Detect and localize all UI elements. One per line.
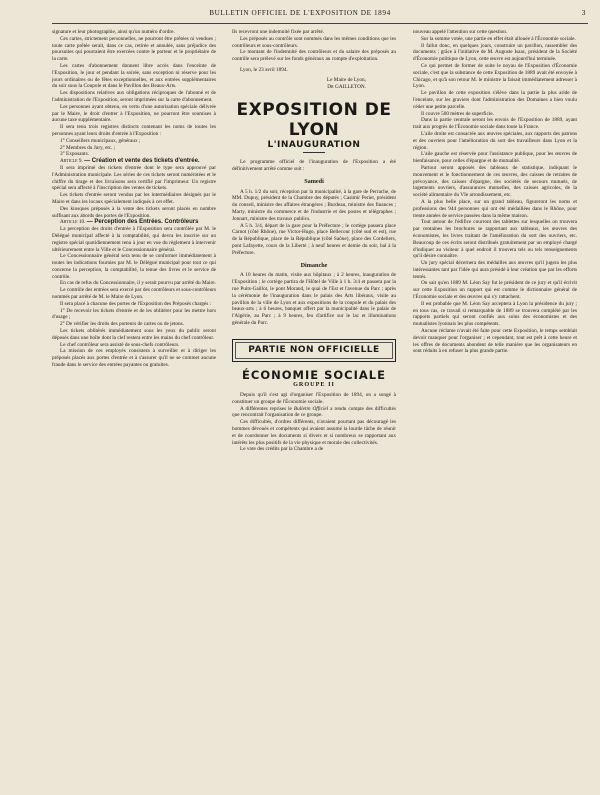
paragraph: nouveau appelé l'attention sur cette question. [413, 29, 508, 35]
section-title-economie: ÉCONOMIE SOCIALE [242, 367, 386, 382]
column-left [52, 29, 216, 789]
paragraph: Partout seront apposés des tableaux de statistique, indiquant le mouvement et le fonctionnement de ces œuvres, des caisses de retraites de prévoyance, des caisses d'épargne, des sociétés de secours mutuels, de logements ouvriers, d'assurances mutuelles, des caisses agricoles, de la société alimentaire du VIe arrondissement, etc. [413, 164, 577, 199]
signature-name: Dr GAILLETON. [327, 83, 366, 90]
paragraph: A 5 h. 3/4, départ de la gare pour la Préfecture ; le cortège passera place Carnot (côté Rhône), rue Victor-Hugo, place Bellecour (côté sud et est), rue de la République, place de la République (côté Saône), place des Cordeliers, pont Lafayette, cours de la Liberté ; à neuf heures et demie du soir, bal à la Préfecture. [232, 222, 396, 256]
paragraph: Sur la somme votée, une partie en effet était allouée à l'Économie sociale. [421, 35, 576, 42]
divider [303, 152, 325, 153]
column-middle [232, 29, 396, 789]
paragraph: Le Concessionnaire général sera tenu de se conformer immédiatement à toutes les indications fournies par M. le Délégué municipal pour tout ce qui concerne la perception, la comptabilité, la tenue des livres et le service de contrôle. [52, 253, 216, 280]
paragraph: Les cartes d'abonnement donnent libre accès dans l'enceinte de l'Exposition, le jour et pendant la soirée, sans exception ni réserve pour les jours ordinaires ou de fêtes exceptionnelles, et aux entrées supplémentaires du soir sous la Coupole et dans le Pavillon des Beaux-Arts. [52, 62, 216, 90]
paragraph: A 5 h. 1/2 du soir, réception par la municipalité, à la gare de Perrache, de MM. Dupuy, président de la Chambre des députés ; Casimir Perier, président du conseil, ministre des affaires étrangères ; Burdeau, ministre des finances ; Marty, ministre du commerce et de l'industrie et des postes et télégraphes ; Jonnart, ministre des travaux publics. [232, 188, 396, 222]
decree-date: Lyon, le 23 avril 1894. [240, 66, 288, 73]
paragraph: L'aile gauche est réservée pour l'assistance publique, pour les œuvres de bienfaisance, pour celles d'épargne et de mutualité. [413, 151, 577, 165]
article-label: Article 10. [60, 219, 86, 226]
paragraph: Le programme officiel de l'inauguration de l'Exposition a été définitivement arrêté comme suit : [232, 159, 396, 172]
article-title: — Perception des Entrées. Contrôleurs [86, 219, 199, 226]
article-heading [52, 219, 216, 226]
paragraph: Les tickets oblitérés immédiatement sous les yeux du public seront déposés dans une boîte dont la clef restera entre les mains du chef contrôleur. [52, 328, 216, 341]
paragraph: Le contrôle des entrées sera exercé par des contrôleurs et sous-contrôleurs nommés par arrêté de M. le Maire de Lyon. [52, 287, 216, 301]
section-subtitle-inauguration: L'INAUGURATION [267, 140, 361, 151]
paragraph: Ces difficultés, d'ordres différents, n'avaient pourtant pas découragé les hommes dévoués et compétents qui avaient assumé la lourde tâche de réunir et de coordonner les documents si divers et si nombreux se rapportant aux intérêts les plus positifs de la vie physique et morale des collectivités. [232, 419, 396, 446]
article-heading [52, 158, 216, 165]
paragraph: 1° De recevoir les tickets d'entrée et de les oblitérer pour les mettre hors d'usage ; [52, 307, 216, 321]
section-title-exposition: EXPOSITION DE LYON [236, 100, 392, 141]
paragraph: Il couvre 500 mètres de superficie. [421, 110, 494, 117]
paragraph: On sait qu'en 1889 M. Léon Say fut le président de ce jury et qu'il écrivit sur cette Exposition un rapport qui est comme le dictionnaire général de l'Économie sociale et des œuvres qui s'y rattachent. [413, 280, 577, 301]
list-item: 1° Conseillers municipaux, généraux ; [60, 137, 141, 144]
paragraph: L'aile droite est consacrée aux œuvres spéciales, aux rapports des patrons et des ouvriers pour l'amélioration du sort des travailleurs dans Lyon et la région. [413, 130, 577, 151]
paragraph: Le vote des crédits par la Chambre a de [240, 446, 324, 453]
paragraph: Ces cartes, strictement personnelles, ne pourront être prêtées ni vendues ; toute carte prêtée serait, dans ce cas, retirée et annulée, sans préjudice des poursuites qui pourraient être exercées contre le porteur et le propriétaire de la carte. [52, 35, 216, 63]
article-label: Article 9. [60, 158, 83, 165]
paragraph: Ils recevront une indemnité fixée par arrêté. [232, 29, 324, 35]
paragraph: A la plus belle place, sur un grand tableau, figureront les noms et professions des 944 personnes qui ont été médaillées dans le Rhône, pour trente années de service passées dans la même maison. [413, 198, 577, 219]
paragraph: Les dispositions relatives aux obligations réciproques de l'abonné et de l'administration de l'Exposition, seront imprimées sur la carte d'abonnement. [52, 90, 216, 103]
paragraph: Il sera placé à chacune des portes de l'Exposition des Préposés chargés : [60, 300, 212, 307]
paragraph: En cas de refus du Concessionnaire, il y serait pourvu par arrêté du Maire. [60, 280, 216, 287]
paragraph: Des kiosques préposés à la vente des tickets seront placés en nombre suffisant aux abords des portes de l'Exposition. [52, 205, 216, 219]
section-box [232, 339, 396, 362]
paragraph: Il sera imprimé des tickets d'entrée dont le type sera approuvé par l'Administration municipale. Les séries de ces tickets seront numérotées et le chiffre du tirage et des livraisons sera certifié par l'imprimeur. Un registre spécial sera affecté à l'inscription des ventes de tickets. [52, 164, 216, 192]
day-heading: Dimanche [300, 261, 328, 269]
section-box-title: PARTIE NON OFFICIELLE [235, 342, 393, 359]
paragraph: Tout autour de l'édifice courront des tablettes sur lesquelles on trouvera par centaines les brochures se rapportant aux tableaux, les œuvres des économistes, les livres traitant de l'amélioration du sort des ouvriers, etc. Beaucoup de ces écrits seront distribués gratuitement par un employé chargé d'indiquer au visiteur à quel endroit il trouvera tels ou tels renseignements qu'il désire connaître. [413, 219, 577, 260]
paragraph: 2° De vérifier les droits des porteurs de cartes ou de jetons. [60, 321, 184, 328]
paragraph: Le pavillon de cette exposition s'élève dans la partie la plus aride de l'enceinte, sur les graviers dont l'administration des Domaines a bien voulu céder une petite parcelle. [413, 90, 577, 110]
header-rule [52, 23, 588, 24]
publication-title: BULLETIN OFFICIEL DE L'EXPOSITION DE 1894 [209, 9, 391, 17]
page-number: 3 [581, 8, 586, 17]
paragraph: Le chef contrôleur sera assisté de sous-chefs contrôleurs. [60, 341, 180, 348]
paragraph: Il sera tenu trois registres distincts contenant les noms de toutes les personnes ayant leurs droits d'entrée à l'Exposition : [52, 124, 216, 137]
day-heading: Samedi [304, 177, 324, 185]
signature-role: Le Maire de Lyon, [326, 76, 366, 83]
text-run: A différentes reprises le [240, 405, 294, 412]
paragraph [232, 406, 396, 420]
paragraph: Les préposés au contrôle sont nommés dans les mêmes conditions que les contrôleurs et sous-contrôleurs. [232, 35, 396, 49]
group-heading: GROUPE II [293, 381, 335, 389]
paragraph: Le montant de l'indemnité des contrôleurs et du salaire des préposés au contrôle sera prélevé sur les fonds généraux au compte d'exploitation. [232, 49, 396, 63]
text-run: a rendu compte des difficultés que rencontrait l'organisation de ce groupe. [232, 405, 396, 419]
paragraph: A 10 heures du matin, visite aux hôpitaux ; à 2 heures, inauguration de l'Exposition ; le cortège partira de l'Hôtel de Ville à 1 h. 3/4 et passera par la rue Puits-Gaillot, le pont Morand, le quai de l'Est et l'avenue du Parc ; après la cérémonie de l'inauguration dans le palais des Arts libéraux, visite au pavillon de la ville de Lyon et aux expositions de la coupole et du palais des beaux-arts ; à 6 heures, banquet offert par la municipalité dans le palais de l'Algérie, au Parc ; à 9 heures, feu d'artifice sur le lac et illuminations générale du Parc. [232, 272, 396, 326]
paragraph: Aucune réclame n'avait été faite pour cette Exposition, le temps semblait devoir manquer pour l'organiser ; et cependant, tout est prêt à cette heure et les offres de documents abondent de telle manière que les organisateurs en sont réduits à en refuser la plus grande partie. [413, 328, 577, 355]
paragraph: Les tickets d'entrée seront vendus par les intermédiaires désignés par le Maire et dans les locaux spécialement indiqués à cet effet. [52, 192, 216, 205]
paragraph: Depuis qu'il s'est agi d'organiser l'Exposition de 1894, on a songé à constituer un groupe de l'Économie sociale. [232, 392, 396, 405]
paragraph: Dans la partie centrale seront les envois de l'Exposition de 1889, ayant trait aux progrès de l'Économie sociale dans toute la France. [413, 117, 577, 131]
list-item: 2° Membres du Jury, etc. ; [60, 144, 116, 151]
paragraph: Les personnes ayant obtenu, en vertu d'une autorisation spéciale délivrée par le Maire, le droit d'entrer à l'Exposition, ne pourront être soumises à aucune taxe supplémentaire. [52, 103, 216, 124]
paragraph: La mission de ces employés consistera à surveiller et à diriger les préposés placés aux portes d'entrée et à s'assurer qu'il ne se commet aucune fraude dans le service des entrées payantes ou gratuites. [52, 348, 216, 369]
paragraph: signature et leur photographie, ainsi qu'un numéro d'ordre. [52, 29, 175, 35]
paragraph: Il est probable que M. Léon Say acceptera à Lyon la présidence du jury ; en tous cas, ce travail si remarquable de 1889 se trouvera complété par les rapports partiels qui seront confiés aux soins des économistes et des mutualistes lyonnais les plus compétents. [413, 300, 577, 328]
publication-name: Bulletin Officiel [293, 405, 329, 412]
paragraph: Ce qui permet de former de suite le noyau de l'Exposition d'Économie sociale, c'est que la substance de cette Exposition de 1889 avait été envoyée à Chicago, et qu'à son retour M. le ministre la faisait immédiatement adresser à Lyon. [413, 62, 577, 90]
column-right [413, 29, 577, 789]
paragraph: Il fallut donc, en quelques jours, construire un pavillon, rassembler des documents ; grâce à l'initiative de M. Auguste Isaac, président de la Société d'Économie politique de Lyon, cette œuvre est aujourd'hui terminée. [413, 42, 577, 63]
list-item: 3° Exposants. [60, 151, 89, 158]
paragraph: Un jury spécial décernera des médailles aux œuvres qu'il jugera les plus intéressantes tant par l'idée qui aura présidé à leur création que par les efforts tentés. [413, 260, 577, 280]
article-title: — Création et vente des tickets d'entrée. [84, 158, 200, 165]
paragraph: La perception des droits d'entrée à l'Exposition sera contrôlée par M. le Délégué municipal affecté à la comptabilité, qui devra les inscrire sur un registre spécial quotidiennement tenu à jour en vue du règlement à intervenir ultérieurement entre la Ville et le Concessionnaire général. [52, 226, 216, 253]
